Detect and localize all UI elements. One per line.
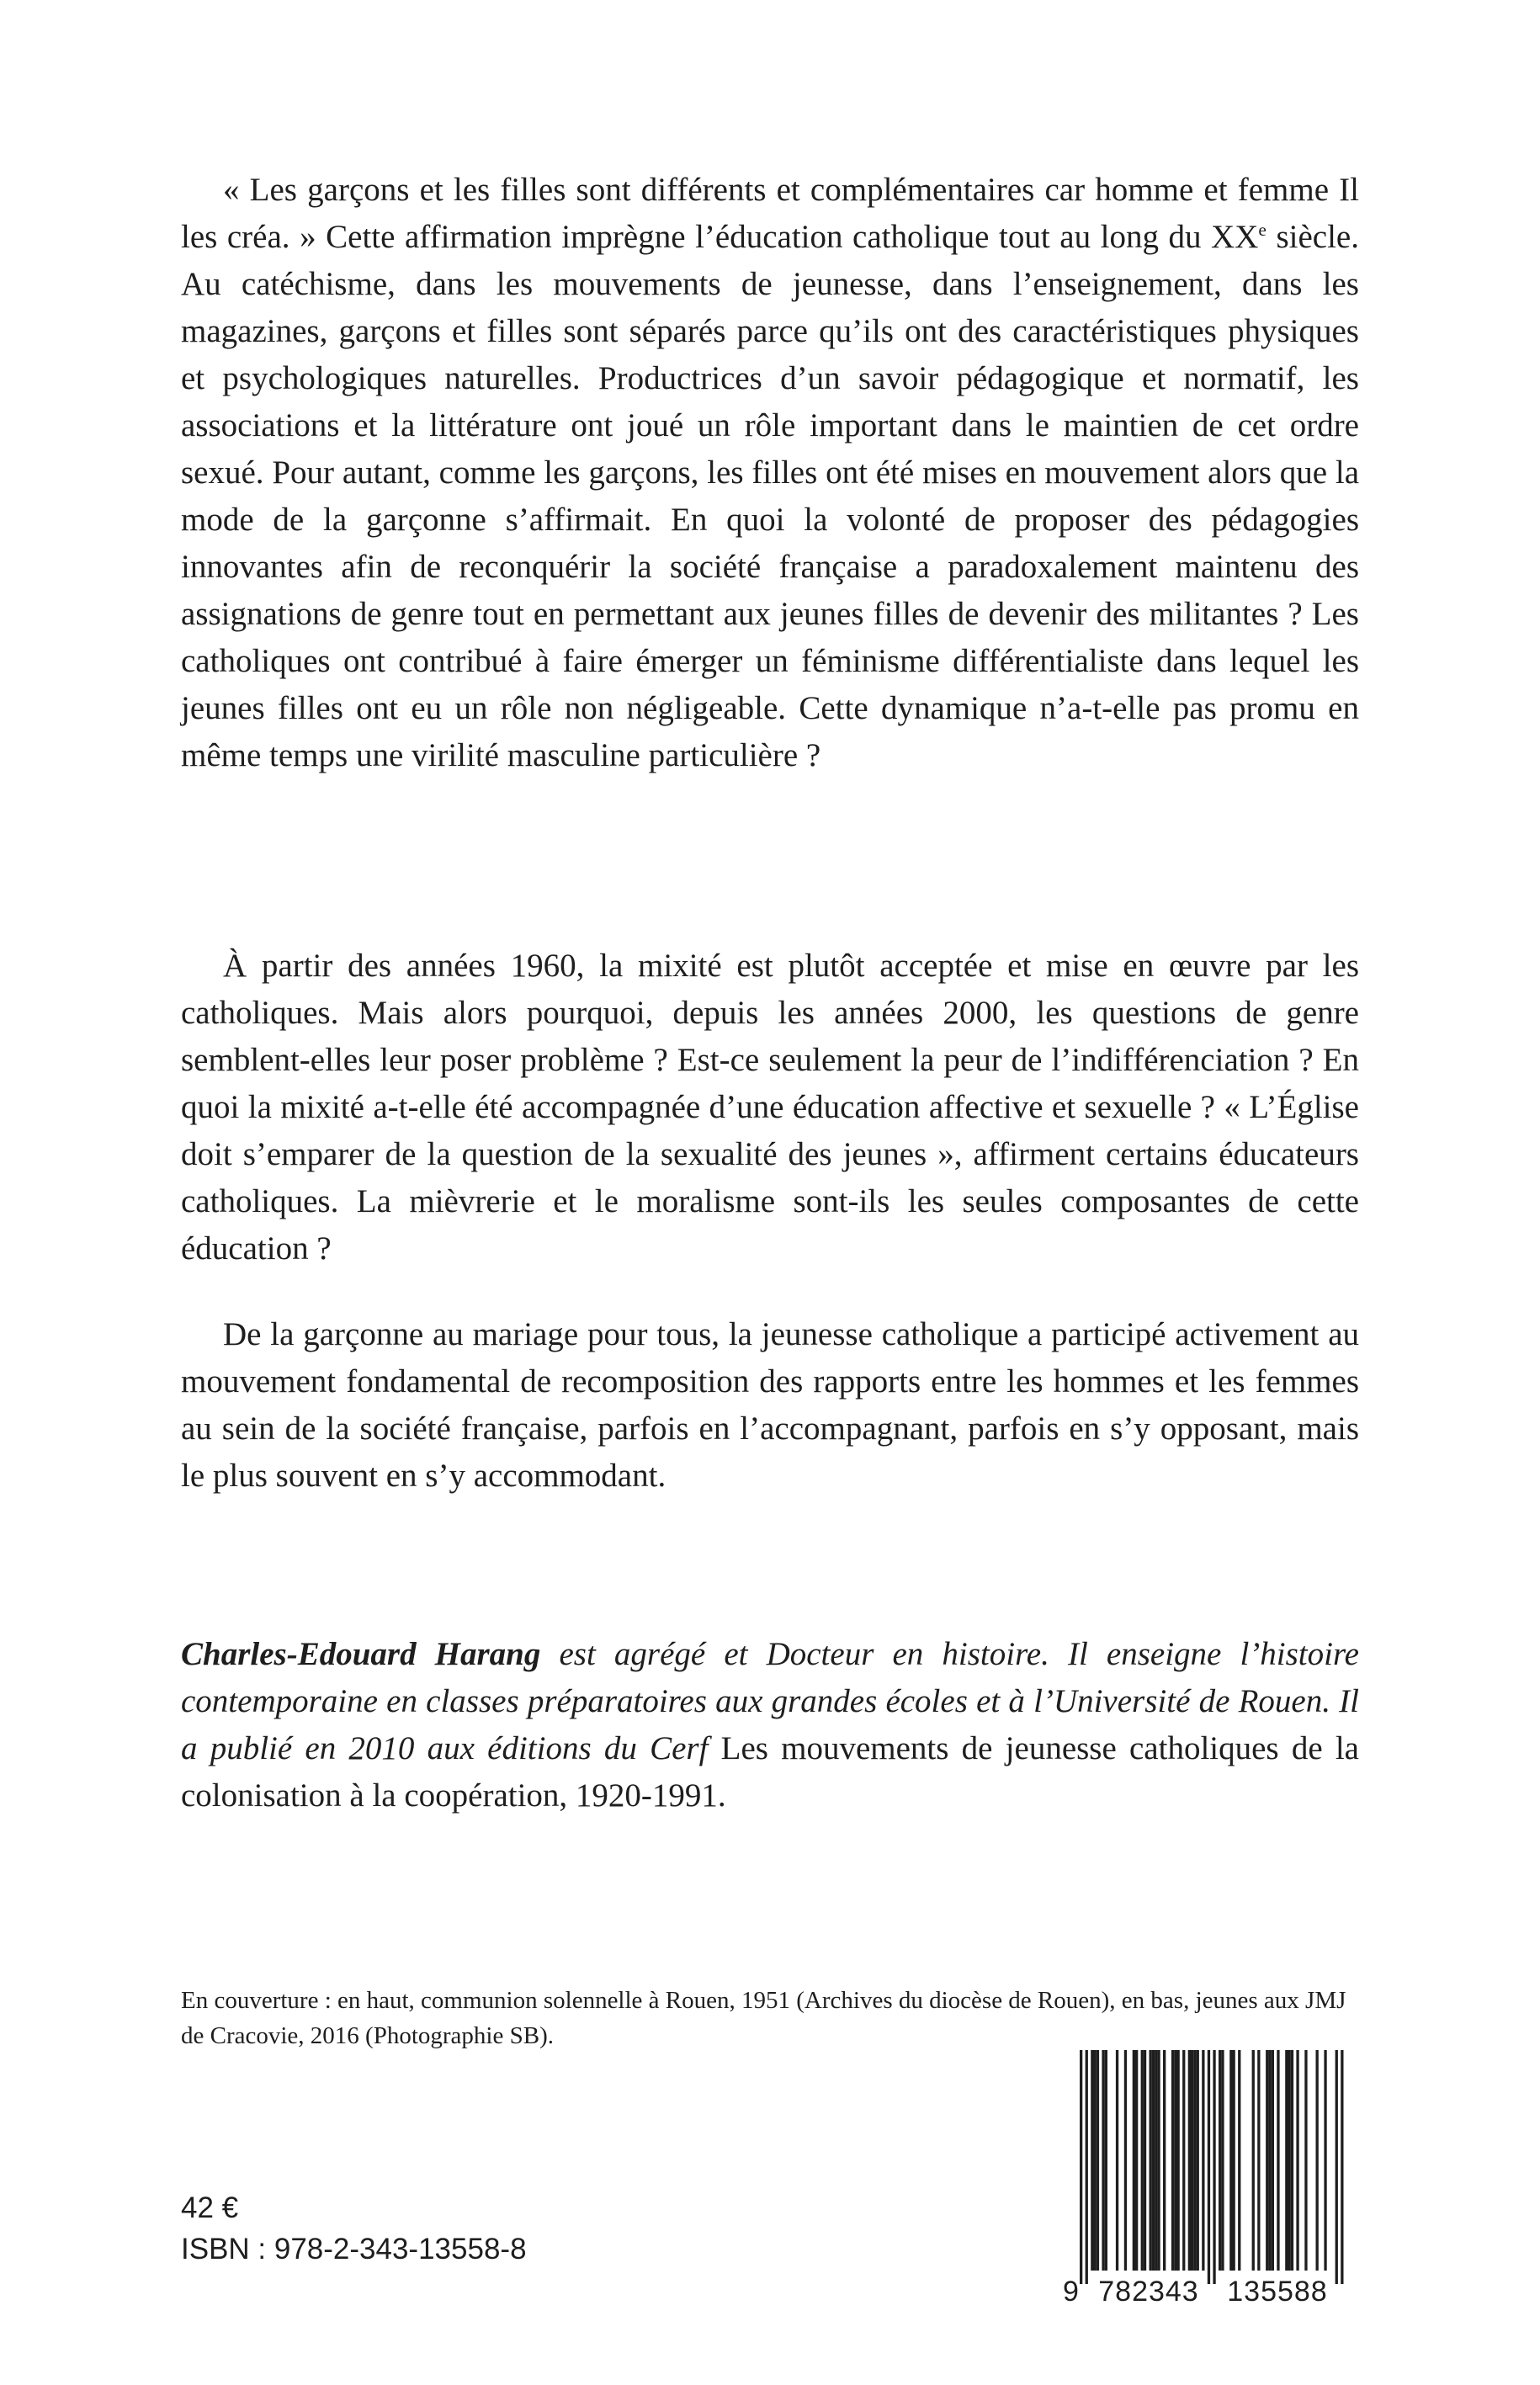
previous-book-title: Les mouvements de jeunesse catholiques de la colonisation à la coopération, 1920-1991. bbox=[181, 1730, 1359, 1814]
barcode-bar bbox=[1202, 2050, 1204, 2271]
barcode-bar bbox=[1219, 2050, 1221, 2271]
barcode-bar bbox=[1208, 2050, 1210, 2284]
barcode-bar bbox=[1252, 2050, 1255, 2271]
barcode-bar bbox=[1238, 2050, 1240, 2271]
barcode-bar bbox=[1304, 2050, 1307, 2271]
barcode-bar bbox=[1157, 2050, 1160, 2271]
barcode-bar bbox=[1316, 2050, 1319, 2271]
barcode-bar bbox=[1155, 2050, 1157, 2271]
barcode-bar bbox=[1257, 2050, 1260, 2271]
barcode-bar bbox=[1150, 2050, 1152, 2271]
barcode-bar bbox=[1177, 2050, 1180, 2271]
barcode-bar bbox=[1171, 2050, 1174, 2271]
barcode-bar bbox=[1336, 2050, 1338, 2284]
barcode-bar bbox=[1141, 2050, 1144, 2271]
barcode-bar bbox=[1277, 2050, 1279, 2271]
barcode-bar bbox=[1097, 2050, 1099, 2271]
barcode-bar bbox=[1080, 2050, 1082, 2284]
author-name: Charles-Edouard Harang bbox=[181, 1636, 541, 1672]
author-bio bbox=[181, 1631, 1359, 1819]
barcode-bar bbox=[1233, 2050, 1235, 2271]
barcode-bar bbox=[1144, 2050, 1146, 2271]
barcode-first-digit: 9 bbox=[1063, 2276, 1079, 2307]
barcode-bar bbox=[1094, 2050, 1097, 2271]
price: 42 € bbox=[181, 2191, 239, 2224]
barcode-bar bbox=[1191, 2050, 1193, 2271]
barcode-bar bbox=[1163, 2050, 1166, 2271]
barcode-bar bbox=[1288, 2050, 1291, 2271]
barcode-bar bbox=[1152, 2050, 1155, 2271]
barcode-bar bbox=[1324, 2050, 1326, 2271]
barcode-bar bbox=[1086, 2050, 1088, 2284]
barcode-bar bbox=[1291, 2050, 1293, 2271]
barcode-bar bbox=[1174, 2050, 1176, 2271]
barcode-bar bbox=[1102, 2050, 1104, 2271]
barcode bbox=[1054, 2050, 1353, 2307]
barcode-bar bbox=[1285, 2050, 1288, 2271]
barcode-bar bbox=[1135, 2050, 1138, 2271]
barcode-bar bbox=[1105, 2050, 1107, 2271]
barcode-bar bbox=[1182, 2050, 1185, 2271]
barcode-bar bbox=[1193, 2050, 1196, 2271]
barcode-bar bbox=[1124, 2050, 1127, 2271]
isbn: ISBN : 978-2-343-13558-8 bbox=[181, 2233, 527, 2265]
barcode-bar bbox=[1188, 2050, 1191, 2271]
summary-paragraph-3: De la garçonne au mariage pour tous, la jeunesse catholique a participé activement au mouvement fondamental de recomposition des rapports entre les hommes et les femmes au sein de la société française, parfois en l’accompagnant, parfois en s’y opposant, mais le plus souvent en s’y accommodant. bbox=[181, 1316, 1359, 1494]
barcode-bar bbox=[1221, 2050, 1224, 2271]
barcode-bar bbox=[1213, 2050, 1215, 2284]
cover-caption: En couverture : en haut, communion solennelle à Rouen, 1951 (Archives du diocèse de Rouen), en bas, jeunes aux JMJ de Cracovie, 2016 (Photographie SB). bbox=[181, 1987, 1346, 2049]
barcode-bar bbox=[1091, 2050, 1093, 2271]
barcode-bar bbox=[1133, 2050, 1135, 2271]
barcode-bar bbox=[1272, 2050, 1274, 2271]
barcode-bar bbox=[1341, 2050, 1343, 2284]
summary-paragraph-2: À partir des années 1960, la mixité est plutôt acceptée et mise en œuvre par les catholiques. Mais alors pourquoi, depuis les années 2000, les questions de genre semblent-elles leur poser problème ? Est-ce seulement la peur de l’indifférenciation ? En quoi la mixité a-t-elle été accompagnée d’une éducation affective et sexuelle ? « L’Église doit s’emparer de la question de la sexualité des jeunes », affirment certains éducateurs catholiques. La mièvrerie et le moralisme sont-ils les seules composantes de cette éducation ? bbox=[181, 948, 1359, 1267]
barcode-bar bbox=[1116, 2050, 1118, 2271]
barcode-left-digits: 782343 bbox=[1098, 2276, 1199, 2307]
barcode-bars bbox=[1080, 2050, 1344, 2284]
barcode-bar bbox=[1268, 2050, 1271, 2271]
barcode-bar bbox=[1229, 2050, 1232, 2271]
barcode-bar bbox=[1197, 2050, 1199, 2271]
author-bio-text: est agrégé et Docteur en histoire. Il enseigne l’histoire contemporaine en classes préparatoires aux grandes écoles et à l’Université de Rouen. Il a publié en 2010 aux éditions du Cerf bbox=[181, 1636, 1359, 1766]
barcode-bar bbox=[1296, 2050, 1298, 2271]
summary-paragraph-1: « Les garçons et les filles sont différents et complémentaires car homme et femme Il les créa. » Cette affirmation imprègne l’éducation catholique tout au long du XXe siècle. Au catéchisme, dans les mouvements de jeunesse, dans l’enseignement, dans les magazines, garçons et filles sont séparés parce qu’ils ont des caractéristiques physiques et psychologiques naturelles. Productrices d’un savoir pédagogique et normatif, les associations et la littérature ont joué un rôle important dans le maintien de cet ordre sexué. Pour autant, comme les garçons, les filles ont été mises en mouvement alors que la mode de la garçonne s’affirmait. En quoi la volonté de proposer des pédagogies innovantes afin de reconquérir la société française a paradoxalement maintenu des assignations de genre tout en permettant aux jeunes filles de devenir des militantes ? Les catholiques ont contribué à faire émerger un féminisme différentialiste dans lequel les jeunes filles ont eu un rôle non négligeable. Cette dynamique n’a-t-elle pas promu en même temps une virilité masculine particulière ? bbox=[181, 172, 1359, 773]
barcode-bar bbox=[1266, 2050, 1268, 2271]
barcode-right-digits: 135588 bbox=[1227, 2276, 1328, 2307]
